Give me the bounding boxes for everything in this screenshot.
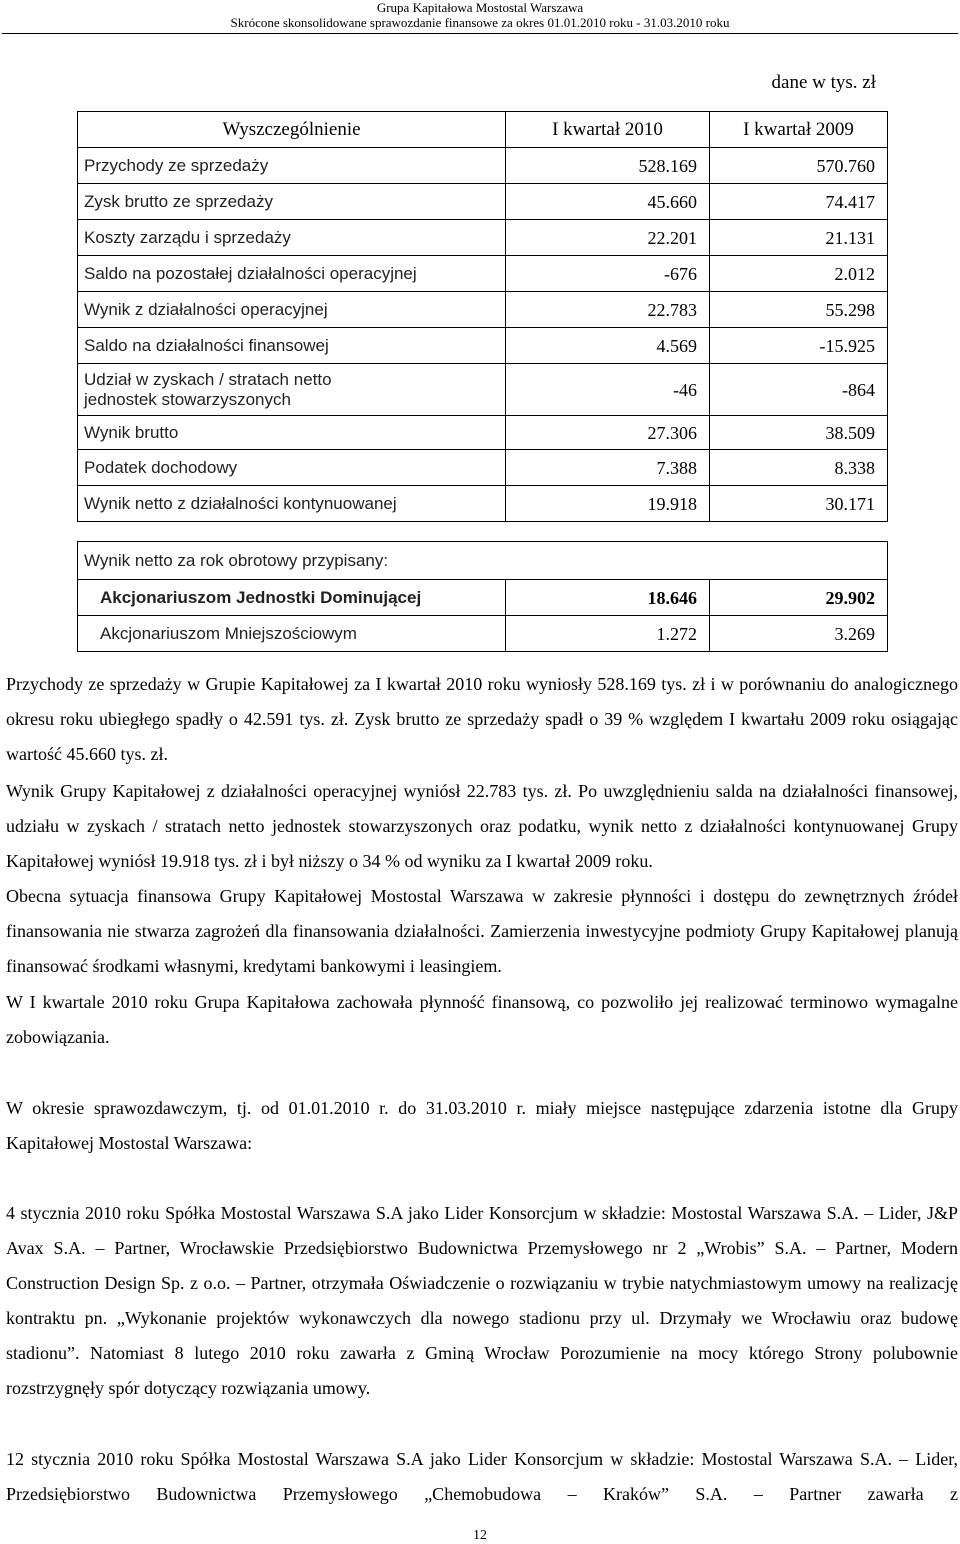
table-row bbox=[78, 616, 888, 652]
row-q2010: 27.306 bbox=[506, 416, 710, 450]
row-q2009: 8.338 bbox=[710, 450, 888, 486]
table-row bbox=[78, 416, 888, 450]
header-description: Wyszczególnienie bbox=[78, 112, 506, 148]
row-label: Wynik brutto bbox=[78, 416, 506, 450]
row-q2009: 29.902 bbox=[710, 580, 888, 616]
paragraph-liquidity bbox=[6, 985, 958, 1055]
table-row bbox=[78, 220, 888, 256]
table-row bbox=[78, 292, 888, 328]
row-q2010: 45.660 bbox=[506, 184, 710, 220]
row-q2010: 528.169 bbox=[506, 148, 710, 184]
row-label: Zysk brutto ze sprzedaży bbox=[78, 184, 506, 220]
row-q2010: -46 bbox=[506, 364, 710, 416]
table-row bbox=[78, 580, 888, 616]
row-q2009: 2.012 bbox=[710, 256, 888, 292]
table-row bbox=[78, 450, 888, 486]
paragraph-text: W okresie sprawozdawczym, tj. od 01.01.2010 r. do 31.03.2010 r. miały miejsce następujące zdarzenia istotne dla Grupy Kapitałowej Mostostal Warszawa: bbox=[6, 1098, 958, 1153]
paragraph-event-jan-4 bbox=[6, 1196, 958, 1406]
table-row bbox=[78, 148, 888, 184]
row-q2010: 4.569 bbox=[506, 328, 710, 364]
paragraph-text: 12 stycznia 2010 roku Spółka Mostostal Warszawa S.A jako Lider Konsorcjum w składzie: Mostostal Warszawa S.A. – Lider, Przedsiębiorstwo Budownictwa Przemysłowego „Chemobudowa – Kraków” S.A. – Partner zawarła z bbox=[6, 1449, 958, 1504]
row-q2009: -15.925 bbox=[710, 328, 888, 364]
table-row bbox=[78, 256, 888, 292]
header-q2010: I kwartał 2010 bbox=[506, 112, 710, 148]
row-q2010: 1.272 bbox=[506, 616, 710, 652]
page-number: 12 bbox=[473, 1528, 487, 1543]
row-label: Udział w zyskach / stratach netto jednostek stowarzyszonych bbox=[78, 364, 506, 416]
net-result-attribution-table bbox=[77, 541, 888, 652]
row-q2010: -676 bbox=[506, 256, 710, 292]
row-label: Saldo na pozostałej działalności operacyjnej bbox=[78, 256, 506, 292]
paragraph-financial-situation bbox=[6, 879, 958, 984]
running-header-company: Grupa Kapitałowa Mostostal Warszawa bbox=[376, 0, 584, 15]
paragraph-text: W I kwartale 2010 roku Grupa Kapitałowa zachowała płynność finansową, co pozwoliło jej realizować terminowo wymagalne zobowiązania. bbox=[6, 992, 958, 1047]
row-q2009: 38.509 bbox=[710, 416, 888, 450]
row-q2009: -864 bbox=[710, 364, 888, 416]
table-row bbox=[78, 184, 888, 220]
row-q2010: 22.201 bbox=[506, 220, 710, 256]
header-q2009: I kwartał 2009 bbox=[710, 112, 888, 148]
table-row bbox=[78, 328, 888, 364]
running-header-report: Skrócone skonsolidowane sprawozdanie finansowe za okres 01.01.2010 roku - 31.03.2010 roku bbox=[230, 15, 730, 30]
attribution-title: Wynik netto za rok obrotowy przypisany: bbox=[78, 542, 888, 580]
header-rule bbox=[2, 33, 958, 34]
row-label: Saldo na działalności finansowej bbox=[78, 328, 506, 364]
paragraph-text: Wynik Grupy Kapitałowej z działalności operacyjnej wyniósł 22.783 tys. zł. Po uwzględnieniu salda na działalności finansowej, udziału w zyskach / stratach netto jednostek stowarzyszonych oraz podatku, wynik netto z działalności kontynuowanej Grupy Kapitałowej wyniósł 19.918 tys. zł i był niższy o 34 % od wyniku za I kwartał 2009 roku. bbox=[6, 781, 958, 871]
row-label: Akcjonariuszom Jednostki Dominującej bbox=[78, 580, 506, 616]
row-q2009: 21.131 bbox=[710, 220, 888, 256]
row-label: Koszty zarządu i sprzedaży bbox=[78, 220, 506, 256]
row-q2010: 19.918 bbox=[506, 486, 710, 522]
row-q2010: 7.388 bbox=[506, 450, 710, 486]
table-row bbox=[78, 364, 888, 416]
paragraph-text: 4 stycznia 2010 roku Spółka Mostostal Warszawa S.A jako Lider Konsorcjum w składzie: Mostostal Warszawa S.A. – Lider, J&P Avax S.A. – Partner, Wrocławskie Przedsiębiorstwo Budownictwa Przemysłowego nr 2 „Wrobis” S.A. – Partner, Modern Construction Design Sp. z o.o. – Partner, otrzymała Oświadczenie o rozwiązaniu w trybie natychmiastowym umowy na realizację kontraktu pn. „Wykonanie projektów wykonawczych dla nowego stadionu przy ul. Drzymały we Wrocławiu oraz budowę stadionu”. Natomiast 8 lutego 2010 roku zawarła z Gminą Wrocław Porozumienie na mocy którego Strony polubownie rozstrzygnęły spór dotyczący rozwiązania umowy. bbox=[6, 1203, 958, 1398]
paragraph-event-jan-12 bbox=[6, 1442, 958, 1512]
paragraph-sales-revenue bbox=[6, 667, 958, 772]
table-header-row bbox=[78, 112, 888, 148]
attribution-title-row bbox=[78, 542, 888, 580]
table-row bbox=[78, 486, 888, 522]
row-q2009: 30.171 bbox=[710, 486, 888, 522]
row-label: Akcjonariuszom Mniejszościowym bbox=[78, 616, 506, 652]
paragraph-reporting-period bbox=[6, 1091, 958, 1161]
paragraph-text: Obecna sytuacja finansowa Grupy Kapitałowej Mostostal Warszawa w zakresie płynności i dostępu do zewnętrznych źródeł finansowania nie stwarza zagrożeń dla finansowania działalności. Zamierzenia inwestycyjne podmioty Grupy Kapitałowej planują finansować środkami własnymi, kredytami bankowymi i leasingiem. bbox=[6, 886, 958, 976]
row-q2009: 3.269 bbox=[710, 616, 888, 652]
paragraph-text: Przychody ze sprzedaży w Grupie Kapitałowej za I kwartał 2010 roku wyniosły 528.169 tys. zł i w porównaniu do analogicznego okresu roku ubiegłego spadły o 42.591 tys. zł. Zysk brutto ze sprzedaży spadł o 39 % względem I kwartału 2009 roku osiągając wartość 45.660 tys. zł. bbox=[6, 674, 958, 764]
row-q2009: 55.298 bbox=[710, 292, 888, 328]
financial-results-table bbox=[77, 111, 888, 522]
row-q2010: 18.646 bbox=[506, 580, 710, 616]
row-q2009: 570.760 bbox=[710, 148, 888, 184]
row-label: Przychody ze sprzedaży bbox=[78, 148, 506, 184]
row-label: Podatek dochodowy bbox=[78, 450, 506, 486]
paragraph-operating-result bbox=[6, 774, 958, 879]
row-label: Wynik z działalności operacyjnej bbox=[78, 292, 506, 328]
row-label: Wynik netto z działalności kontynuowanej bbox=[78, 486, 506, 522]
unit-note: dane w tys. zł bbox=[771, 72, 876, 93]
row-q2010: 22.783 bbox=[506, 292, 710, 328]
row-q2009: 74.417 bbox=[710, 184, 888, 220]
